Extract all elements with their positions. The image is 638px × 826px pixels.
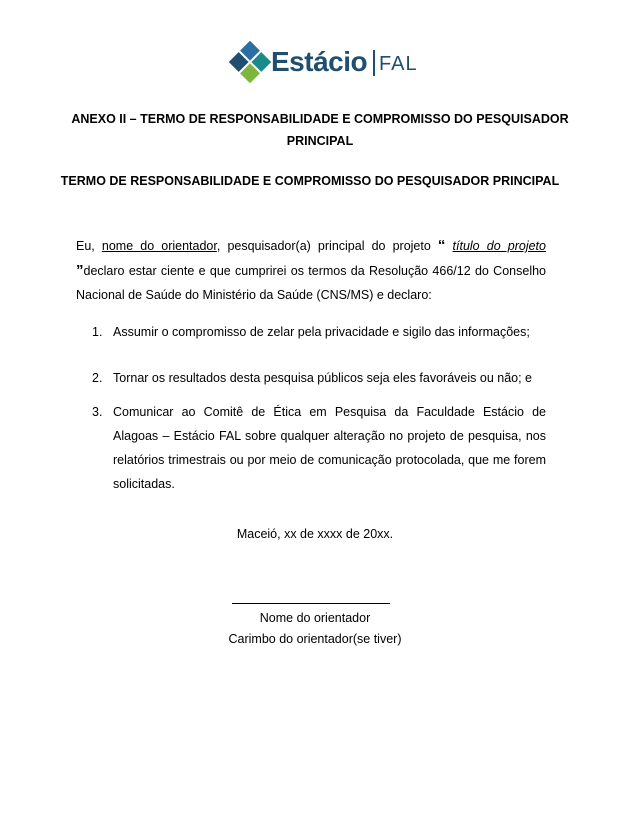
advisor-name-placeholder: nome do orientador [101, 239, 217, 253]
logo-brand: Estácio [271, 46, 368, 77]
para-text-3: declaro estar ciente e que cumprirei os termos da Resolução 466/12 do Conselho Nacional de Saúde do Ministério da Saúde (CNS/MS) e declaro: [76, 263, 546, 302]
term-title: TERMO DE RESPONSABILIDADE E COMPROMISSO DO PESQUISADOR PRINCIPAL [60, 174, 560, 188]
annex-title: ANEXO II – TERMO DE RESPONSABILIDADE E COMPROMISSO DO PESQUISADOR PRINCIPAL [71, 112, 569, 148]
logo-suffix: FAL [379, 53, 418, 75]
list-item [92, 366, 546, 390]
para-text-1: Eu, [76, 239, 102, 253]
item-number: 1. [92, 325, 103, 339]
close-quote: ” [76, 261, 84, 279]
project-title-placeholder: título do projeto [452, 239, 546, 253]
diamond-logo-icon [228, 40, 272, 84]
logo-separator [373, 50, 375, 76]
advisor-name-label: Nome do orientador [259, 611, 371, 625]
estacio-fal-logo [228, 40, 418, 84]
item-text: Assumir o compromisso de zelar pela privacidade e sigilo das informações; [113, 325, 530, 339]
list-item [92, 400, 546, 496]
item-number: 3. [92, 405, 103, 419]
open-quote: “ [437, 237, 446, 254]
item-text: Tornar os resultados desta pesquisa públicos seja eles favoráveis ou não; e [113, 371, 533, 385]
para-text-2: , pesquisador(a) principal do projeto [216, 239, 438, 253]
item-text: Comunicar ao Comitê de Ética em Pesquisa da Faculdade Estácio de Alagoas – Estácio FAL sobre qualquer alteração no projeto de pesquisa, nos relatórios trimestrais ou por meio de comunicação protocolada, que me forem solicitadas. [113, 405, 546, 491]
declaration-paragraph [76, 234, 546, 308]
list-item [92, 320, 546, 344]
date-line: Maceió, xx de xxxx de 20xx. [236, 527, 394, 541]
signature-line [232, 603, 390, 604]
item-number: 2. [92, 371, 103, 385]
advisor-stamp-label: Carimbo do orientador(se tiver) [228, 632, 402, 646]
